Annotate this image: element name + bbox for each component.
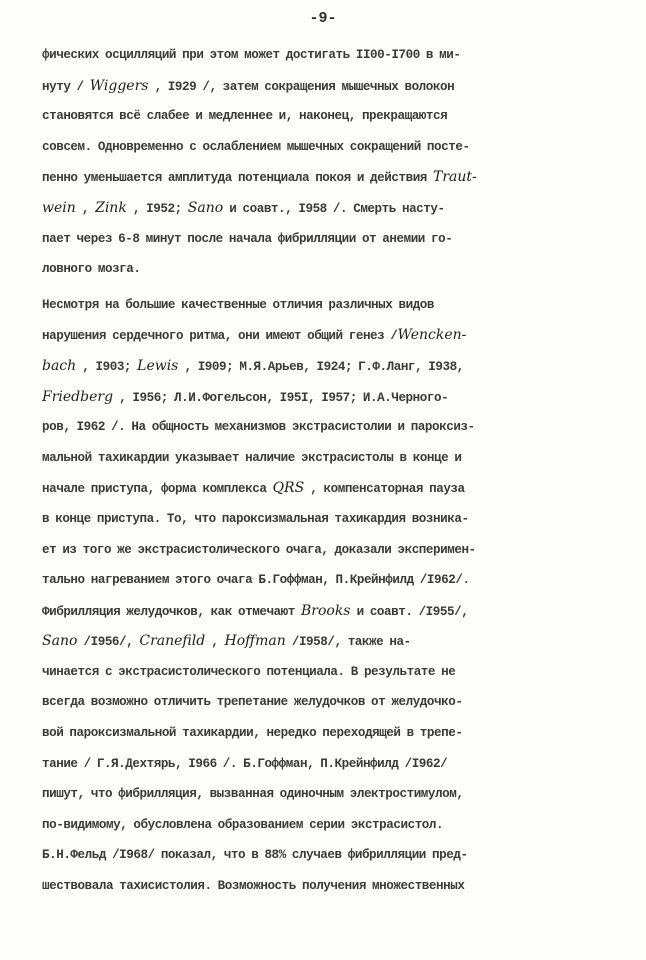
- text-line: [42, 443, 602, 474]
- text-line: [42, 657, 602, 688]
- typed-text: тально нагреванием этого очага Б.Гоффман, П.Крейнфилд /I962/.: [42, 573, 470, 588]
- text-line: [42, 71, 602, 102]
- handwritten-name: Traut-: [433, 169, 477, 186]
- text-line: [42, 290, 602, 321]
- typed-text: шествовала тахисистолия. Возможность получения множественных: [42, 879, 465, 894]
- text-line: [42, 810, 602, 841]
- typed-text: , компенсаторная пауза: [304, 482, 465, 497]
- handwritten-name: bach: [42, 357, 77, 374]
- text-line: [42, 320, 602, 351]
- text-line: [42, 504, 602, 535]
- handwritten-name: Brooks: [300, 602, 351, 619]
- text-line: [42, 749, 602, 780]
- typed-text: пишут, что фибрилляция, вызванная одиночным электростимулом,: [42, 787, 464, 802]
- typed-text: , I952;: [126, 201, 188, 216]
- text-line: [42, 162, 602, 193]
- text-line: [42, 535, 602, 566]
- handwritten-name: Hoffman: [224, 633, 286, 650]
- typed-text: тание / Г.Я.Дехтярь, I966 /. Б.Гоффман, П.Крейнфилд /I962/: [42, 756, 448, 771]
- text-line: [42, 382, 602, 413]
- text-line: [42, 596, 602, 627]
- handwritten-name: Wencken-: [397, 327, 467, 344]
- typed-text: нарушения сердечного ритма, они имеют общий генез /: [42, 329, 398, 344]
- typed-text: всегда возможно отличить трепетание желудочков от желудочко-: [42, 695, 463, 710]
- handwritten-name: Cranefild: [139, 633, 206, 650]
- text-line: [42, 779, 602, 810]
- typed-text: ,: [205, 635, 225, 650]
- typed-text: мальной тахикардии указывает наличие экстрасистолы в конце и: [42, 450, 462, 465]
- typed-text: и соавт. /I955/,: [350, 604, 469, 619]
- typed-text: Несмотря на большие качественные отличия различных видов: [42, 297, 435, 312]
- handwritten-name: Lewis: [137, 357, 179, 374]
- typed-text: по-видимому, обусловлена образованием серии экстрасистол.: [42, 817, 444, 832]
- typed-text: ров, I962 /. На общность механизмов экстрасистолии и пароксиз-: [42, 420, 475, 435]
- page-number: -9-: [309, 10, 337, 27]
- text-line: [42, 351, 602, 382]
- typed-text: ловного мозга.: [42, 262, 141, 277]
- typed-text: чинается с экстрасистолического потенциала. В результате не: [42, 664, 456, 679]
- typed-text: вой пароксизмальной тахикардии, нередко переходящей в трепе-: [42, 726, 463, 741]
- text-line: [42, 412, 602, 443]
- typed-text: начале приступа, форма комплекса: [42, 482, 273, 497]
- text-line: [42, 718, 602, 749]
- text-line: [42, 687, 602, 718]
- text-line: [42, 565, 602, 596]
- handwritten-name: Zink: [95, 199, 127, 216]
- handwritten-name: Sano: [187, 199, 224, 216]
- typed-text: , I903;: [76, 359, 138, 374]
- typed-text: ,: [75, 201, 96, 216]
- typed-text: , I909; М.Я.Арьев, I924; Г.Ф.Ланг, I938,: [178, 359, 464, 374]
- typed-text: ет из того же экстрасистолического очага, доказали экспеpимен-: [42, 542, 476, 557]
- text-line: [42, 193, 602, 224]
- typed-text: нуту /: [42, 79, 90, 94]
- typed-text: Фибрилляция желудочков, как отмечают: [42, 604, 301, 619]
- typed-text: , I929 /, затем сокращения мышечных волокон: [148, 79, 455, 94]
- typed-text: и соавт., I958 /. Смерть насту-: [223, 201, 445, 216]
- handwritten-name: wein: [42, 199, 76, 216]
- handwritten-name: Wiggers: [89, 77, 149, 94]
- text-line: [42, 224, 602, 255]
- text-line: [42, 473, 602, 504]
- typed-text: в конце приступа. То, что пароксизмальная тахикардия возника-: [42, 511, 469, 526]
- typed-text: /I956/,: [77, 635, 140, 650]
- text-line: [42, 871, 602, 902]
- text-line: [42, 254, 602, 285]
- typed-text: совсем. Одновременно с ослаблением мышечных сокращений посте-: [42, 139, 470, 154]
- typed-text: , I956; Л.И.Фогельсон, I95I, I957; И.А.Черногo-: [113, 390, 449, 405]
- typed-text: пает через 6-8 минут после начала фибрилляции от анемии го-: [42, 231, 453, 246]
- text-line: [42, 101, 602, 132]
- text-line: [42, 626, 602, 657]
- handwritten-name: Friedberg: [42, 388, 114, 405]
- body-text: [42, 40, 602, 902]
- typed-text: Б.Н.Фельд /I968/ показал, что в 88% случаев фибрилляции пред-: [42, 848, 468, 863]
- handwritten-name: QRS: [272, 480, 305, 497]
- text-line: [42, 40, 602, 71]
- typed-text: фических осцилляций при этом может достигать II00-I700 в ми-: [42, 48, 461, 62]
- handwritten-name: Sano: [42, 633, 78, 650]
- text-line: [42, 132, 602, 163]
- typed-text: становятся всё слабее и медленнее и, наконец, прекращаются: [42, 109, 448, 124]
- text-line: [42, 840, 602, 871]
- typed-text: /I958/, также на-: [285, 635, 411, 650]
- typed-text: пенно уменьшается амплитуда потенциала покоя и действия: [42, 171, 434, 186]
